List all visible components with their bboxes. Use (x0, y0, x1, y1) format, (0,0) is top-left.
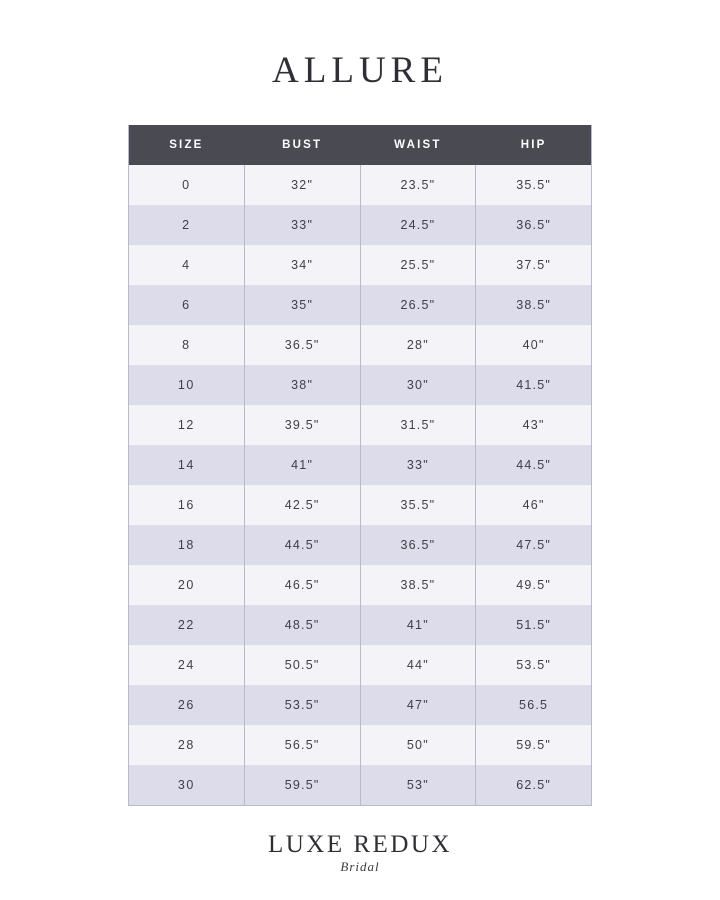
table-row (129, 285, 592, 325)
cell-size: 12 (129, 405, 245, 445)
table-row (129, 245, 592, 285)
footer-brand-name: LUXE REDUX (267, 831, 452, 858)
table-header-row (129, 125, 592, 165)
cell-hip: 38.5" (476, 285, 592, 325)
cell-waist: 31.5" (360, 405, 476, 445)
cell-waist: 38.5" (360, 565, 476, 605)
cell-bust: 48.5" (244, 605, 360, 645)
cell-waist: 50" (360, 725, 476, 765)
cell-hip: 35.5" (476, 165, 592, 205)
cell-hip: 36.5" (476, 205, 592, 245)
table-row (129, 485, 592, 525)
cell-hip: 44.5" (476, 445, 592, 485)
cell-size: 10 (129, 365, 245, 405)
table-row (129, 445, 592, 485)
cell-hip: 37.5" (476, 245, 592, 285)
column-header-bust: BUST (244, 125, 360, 165)
cell-bust: 44.5" (244, 525, 360, 565)
cell-waist: 35.5" (360, 485, 476, 525)
cell-bust: 42.5" (244, 485, 360, 525)
cell-size: 28 (129, 725, 245, 765)
cell-hip: 56.5 (476, 685, 592, 725)
cell-size: 26 (129, 685, 245, 725)
footer-brand-sub: Bridal (340, 859, 380, 875)
cell-waist: 26.5" (360, 285, 476, 325)
cell-size: 8 (129, 325, 245, 365)
table-header (129, 125, 592, 165)
cell-bust: 50.5" (244, 645, 360, 685)
cell-bust: 34" (244, 245, 360, 285)
cell-waist: 25.5" (360, 245, 476, 285)
cell-waist: 36.5" (360, 525, 476, 565)
cell-waist: 30" (360, 365, 476, 405)
table-body (129, 165, 592, 806)
cell-hip: 40" (476, 325, 592, 365)
cell-hip: 49.5" (476, 565, 592, 605)
cell-hip: 51.5" (476, 605, 592, 645)
cell-hip: 43" (476, 405, 592, 445)
cell-size: 0 (129, 165, 245, 205)
cell-hip: 62.5" (476, 765, 592, 806)
table-row (129, 605, 592, 645)
cell-bust: 53.5" (244, 685, 360, 725)
cell-hip: 41.5" (476, 365, 592, 405)
cell-bust: 56.5" (244, 725, 360, 765)
table-row (129, 165, 592, 205)
table-row (129, 685, 592, 725)
page-title: ALLURE (272, 50, 448, 91)
column-header-waist: WAIST (360, 125, 476, 165)
cell-size: 2 (129, 205, 245, 245)
cell-waist: 44" (360, 645, 476, 685)
cell-hip: 46" (476, 485, 592, 525)
cell-hip: 59.5" (476, 725, 592, 765)
cell-bust: 59.5" (244, 765, 360, 806)
cell-waist: 28" (360, 325, 476, 365)
cell-size: 22 (129, 605, 245, 645)
cell-bust: 41" (244, 445, 360, 485)
table-row (129, 765, 592, 806)
cell-waist: 47" (360, 685, 476, 725)
cell-bust: 36.5" (244, 325, 360, 365)
cell-size: 24 (129, 645, 245, 685)
cell-bust: 32" (244, 165, 360, 205)
table-row (129, 645, 592, 685)
cell-size: 18 (129, 525, 245, 565)
size-chart-table-wrapper (128, 125, 592, 806)
cell-bust: 39.5" (244, 405, 360, 445)
cell-size: 6 (129, 285, 245, 325)
cell-size: 20 (129, 565, 245, 605)
cell-size: 16 (129, 485, 245, 525)
cell-waist: 23.5" (360, 165, 476, 205)
table-row (129, 725, 592, 765)
table-row (129, 565, 592, 605)
cell-hip: 47.5" (476, 525, 592, 565)
cell-bust: 46.5" (244, 565, 360, 605)
table-row (129, 365, 592, 405)
cell-bust: 33" (244, 205, 360, 245)
table-row (129, 205, 592, 245)
cell-size: 4 (129, 245, 245, 285)
table-row (129, 405, 592, 445)
cell-size: 14 (129, 445, 245, 485)
cell-size: 30 (129, 765, 245, 806)
table-row (129, 325, 592, 365)
cell-waist: 33" (360, 445, 476, 485)
size-chart-table (128, 125, 592, 806)
table-row (129, 525, 592, 565)
cell-waist: 24.5" (360, 205, 476, 245)
cell-waist: 53" (360, 765, 476, 806)
cell-waist: 41" (360, 605, 476, 645)
cell-bust: 35" (244, 285, 360, 325)
column-header-hip: HIP (476, 125, 592, 165)
column-header-size: SIZE (129, 125, 245, 165)
cell-bust: 38" (244, 365, 360, 405)
footer-logo (0, 832, 720, 875)
cell-hip: 53.5" (476, 645, 592, 685)
